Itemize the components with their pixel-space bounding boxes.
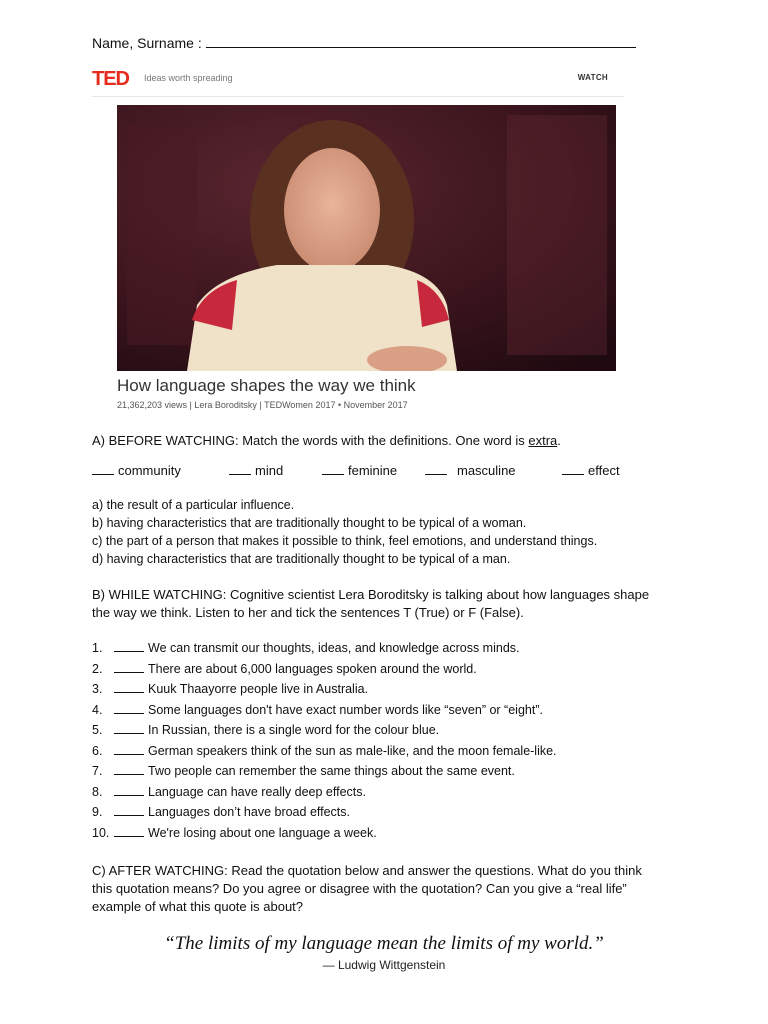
section-c-heading: C) AFTER WATCHING: Read the quotation below and answer the questions. What do you think this quotation means? Do you agree or disagree with the quotation? Can you give a “real life” example of what this quote is about? [92,863,642,914]
ted-logo: TED [92,68,129,90]
definition-item: a) the result of a particular influence. [92,498,295,512]
definitions-list [92,496,597,568]
watch-link[interactable]: WATCH [577,73,608,82]
statement-item[interactable]: 7. Two people can remember the same things about the same event. [92,764,515,778]
statement-item[interactable]: 1. We can transmit our thoughts, ideas, and knowledge across minds. [92,641,520,655]
quotation-author: — Ludwig Wittgenstein [322,958,446,972]
statement-item[interactable]: 9. Languages don’t have broad effects. [92,805,351,819]
word-effect[interactable]: effect [562,462,620,478]
word-masculine[interactable]: masculine [425,462,516,478]
word-mind[interactable]: mind [229,462,283,478]
name-surname-line [92,34,636,51]
statements-list [92,639,557,844]
statement-item[interactable]: 3. Kuuk Thaayorre people live in Australia. [92,682,369,696]
section-b-heading: B) WHILE WATCHING: Cognitive scientist Lera Boroditsky is talking about how languages shape the way we think. Listen to her and tick the sentences T (True) or F (False). [92,587,650,620]
statement-item[interactable]: 10. We're losing about one language a week. [92,825,377,840]
word-feminine[interactable]: feminine [322,462,397,478]
statement-item[interactable]: 2. There are about 6,000 languages spoken around the world. [92,661,477,676]
definition-item: d) having characteristics that are traditionally thought to be typical of a man. [92,552,511,566]
talk-meta: 21,362,203 views | Lera Boroditsky | TEDWomen 2017 • November 2017 [117,400,408,410]
section-a-heading: A) BEFORE WATCHING: Match the words with the definitions. One word is extra. [92,433,561,448]
quotation: “The limits of my language mean the limits of my world.” [164,933,604,954]
statement-item[interactable]: 8. Language can have really deep effects. [92,784,366,799]
video-thumbnail[interactable] [117,105,616,371]
ted-tagline: Ideas worth spreading [144,73,233,83]
statement-item[interactable]: 6. German speakers think of the sun as male-like, and the moon female-like. [92,743,557,758]
definition-item: c) the part of a person that makes it possible to think, feel emotions, and understand things. [92,534,598,548]
statement-item[interactable]: 4. Some languages don't have exact number words like “seven” or “eight”. [92,702,543,717]
word-community[interactable]: community [92,462,181,478]
speaker-image [117,105,616,371]
definition-item: b) having characteristics that are traditionally thought to be typical of a woman. [92,516,527,530]
statement-item[interactable]: 5. In Russian, there is a single word for the colour blue. [92,723,440,737]
talk-title[interactable]: How language shapes the way we think [117,376,416,395]
ted-header [92,64,624,97]
name-blank[interactable] [206,34,636,48]
name-surname-label: Name, Surname : [92,35,202,51]
